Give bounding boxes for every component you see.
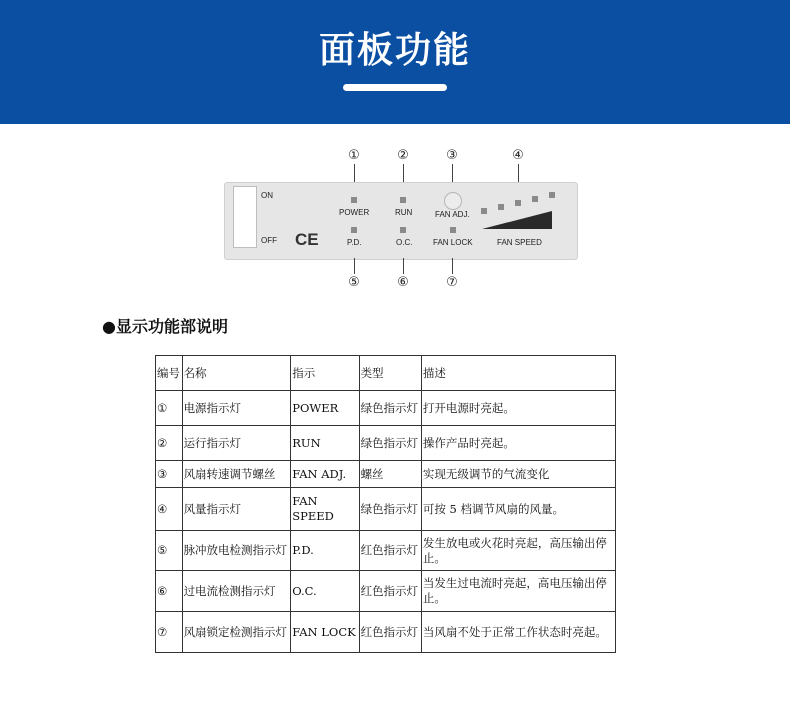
row-indicator: FAN ADJ. [291, 461, 359, 488]
row-no: ⑦ [156, 612, 183, 653]
control-panel [224, 182, 578, 260]
switch-off-label: OFF [261, 236, 277, 245]
callout-line-6 [403, 258, 404, 274]
row-desc: 发生放电或火花时亮起，高压输出停止。 [421, 531, 615, 571]
row-desc: 当风扇不处于正常工作状态时亮起。 [421, 612, 615, 653]
callout-line-2 [403, 164, 404, 182]
fan-speed-label: FAN SPEED [497, 238, 542, 247]
row-no: ④ [156, 488, 183, 531]
fan-adjust-knob [444, 192, 462, 210]
row-no: ① [156, 391, 183, 426]
row-type: 绿色指示灯 [359, 391, 421, 426]
header-type: 类型 [359, 356, 421, 391]
ce-mark-logo: CE [295, 230, 319, 249]
row-desc: 操作产品时亮起。 [421, 426, 615, 461]
callout-5: ⑤ [348, 275, 360, 290]
row-name: 电源指示灯 [182, 391, 291, 426]
table-header-row [156, 356, 616, 391]
header-desc: 描述 [421, 356, 615, 391]
table-row [156, 488, 616, 531]
table-row [156, 571, 616, 612]
row-name: 过电流检测指示灯 [182, 571, 291, 612]
row-no: ③ [156, 461, 183, 488]
row-no: ② [156, 426, 183, 461]
row-type: 红色指示灯 [359, 612, 421, 653]
power-switch [233, 186, 257, 248]
function-table [155, 355, 616, 653]
callout-line-5 [354, 258, 355, 274]
table-row [156, 391, 616, 426]
row-type: 红色指示灯 [359, 571, 421, 612]
callout-line-3 [452, 164, 453, 182]
run-led [400, 197, 406, 203]
row-name: 风扇锁定检测指示灯 [182, 612, 291, 653]
fan-lock-led [450, 227, 456, 233]
fan-adj-label: FAN ADJ. [435, 210, 470, 219]
fan-lock-label: FAN LOCK [433, 238, 473, 247]
row-desc: 打开电源时亮起。 [421, 391, 615, 426]
callout-6: ⑥ [397, 275, 409, 290]
power-led [351, 197, 357, 203]
callout-7: ⑦ [446, 275, 458, 290]
header-banner [0, 0, 790, 124]
pd-label: P.D. [347, 238, 362, 247]
row-type: 绿色指示灯 [359, 426, 421, 461]
callout-3: ③ [446, 148, 458, 163]
callout-line-1 [354, 164, 355, 182]
row-indicator: O.C. [291, 571, 359, 612]
section-title: ●显示功能部说明 [102, 317, 228, 336]
header-no: 编号 [156, 356, 183, 391]
row-indicator: FAN SPEED [291, 488, 359, 531]
table-row [156, 461, 616, 488]
table-row [156, 426, 616, 461]
page-title: 面板功能 [318, 30, 471, 71]
switch-on-label: ON [261, 191, 273, 200]
table-row [156, 612, 616, 653]
row-type: 绿色指示灯 [359, 488, 421, 531]
row-indicator: P.D. [291, 531, 359, 571]
table-row [156, 531, 616, 571]
row-indicator: FAN LOCK [291, 612, 359, 653]
callout-2: ② [397, 148, 409, 163]
row-no: ⑥ [156, 571, 183, 612]
row-name: 风量指示灯 [182, 488, 291, 531]
oc-label: O.C. [396, 238, 413, 247]
header-indicator: 指示 [291, 356, 359, 391]
title-underline [343, 84, 447, 91]
row-type: 红色指示灯 [359, 531, 421, 571]
header-name: 名称 [182, 356, 291, 391]
callout-line-4 [518, 164, 519, 182]
callout-line-7 [452, 258, 453, 274]
row-no: ⑤ [156, 531, 183, 571]
row-desc: 实现无级调节的气流变化 [421, 461, 615, 488]
row-type: 螺丝 [359, 461, 421, 488]
row-indicator: POWER [291, 391, 359, 426]
power-label: POWER [339, 208, 370, 217]
row-name: 运行指示灯 [182, 426, 291, 461]
pd-led [351, 227, 357, 233]
row-desc: 当发生过电流时亮起，高电压输出停止。 [421, 571, 615, 612]
row-indicator: RUN [291, 426, 359, 461]
run-label: RUN [395, 208, 413, 217]
row-name: 风扇转速调节螺丝 [182, 461, 291, 488]
callout-4: ④ [512, 148, 524, 163]
callout-1: ① [348, 148, 360, 163]
oc-led [400, 227, 406, 233]
row-name: 脉冲放电检测指示灯 [182, 531, 291, 571]
row-desc: 可按 5 档调节风扇的风量。 [421, 488, 615, 531]
